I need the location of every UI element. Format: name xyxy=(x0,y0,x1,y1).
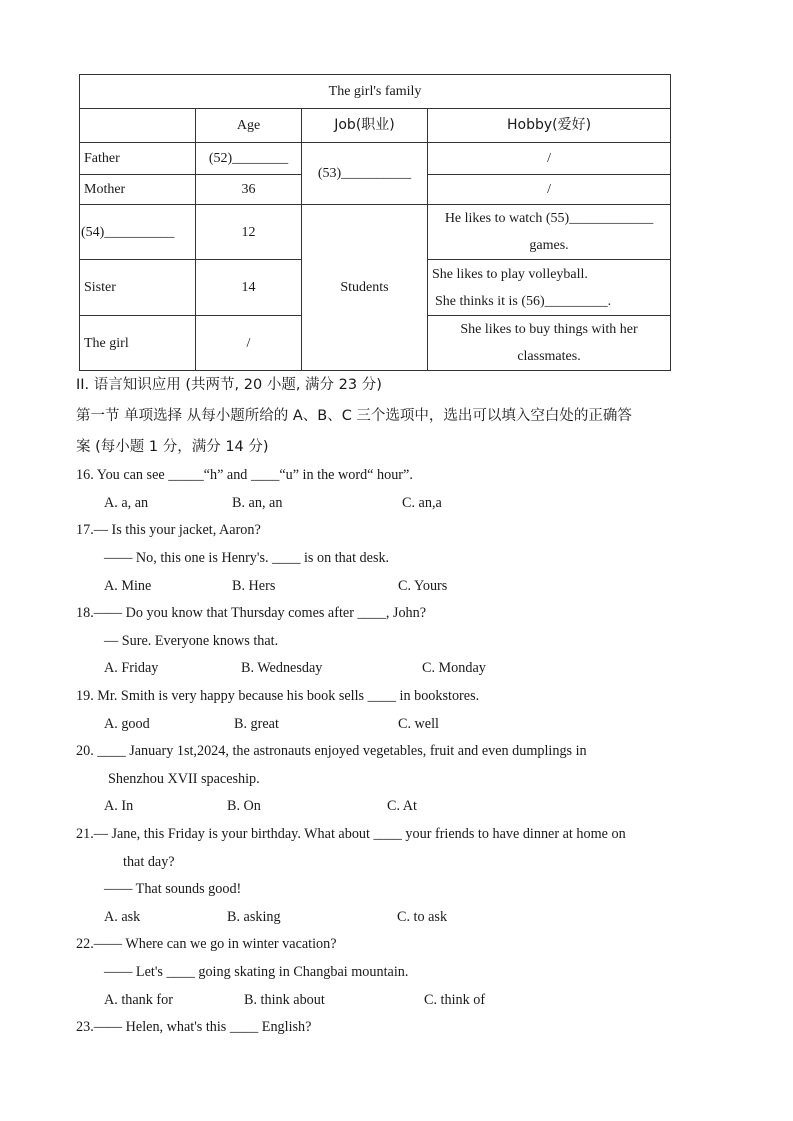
q22-option-b: B. think about xyxy=(244,992,325,1008)
hobby-sister-line1: She likes to play volleyball. xyxy=(432,266,588,282)
q19-option-c: C. well xyxy=(398,716,439,732)
question-22: 22.—— Where can we go in winter vacation? xyxy=(76,936,337,952)
question-21: 21.— Jane, this Friday is your birthday. What about ____ your friends to have dinner at home on xyxy=(76,826,626,842)
question-16: 16. You can see _____“h” and ____“u” in the word“ hour”. xyxy=(76,467,413,483)
question-21-reply: —— That sounds good! xyxy=(104,881,242,897)
family-table xyxy=(79,74,671,371)
q20-option-c: C. At xyxy=(387,798,417,814)
question-17: 17.— Is this your jacket, Aaron? xyxy=(76,522,261,538)
age-sister: 14 xyxy=(196,260,302,316)
q22-option-a: A. thank for xyxy=(104,992,173,1008)
q17-option-a: A. Mine xyxy=(104,578,152,594)
member-father: Father xyxy=(80,143,196,175)
q18-option-b: B. Wednesday xyxy=(241,660,323,676)
age-girl: / xyxy=(196,316,302,371)
q17-option-b: B. Hers xyxy=(232,578,276,594)
hobby-girl xyxy=(428,316,671,371)
question-19: 19. Mr. Smith is very happy because his book sells ____ in bookstores. xyxy=(76,688,480,704)
age-father-blank: (52)________ xyxy=(196,143,302,175)
q16-option-b: B. an, an xyxy=(232,495,283,511)
q21-option-c: C. to ask xyxy=(397,909,448,925)
q19-option-a: A. good xyxy=(104,716,150,732)
q18-option-a: A. Friday xyxy=(104,660,159,676)
member-mother: Mother xyxy=(80,175,196,205)
question-18-reply: — Sure. Everyone knows that. xyxy=(104,633,279,649)
hobby-father: / xyxy=(428,143,671,175)
q16-option-c: C. an,a xyxy=(402,495,442,511)
table-title: The girl's family xyxy=(80,75,671,109)
question-21-cont: that day? xyxy=(123,854,175,870)
q20-option-a: A. In xyxy=(104,798,134,814)
table-header-job: Job(职业) xyxy=(302,109,428,143)
q20-option-b: B. On xyxy=(227,798,261,814)
hobby-brother-line2: games. xyxy=(529,238,569,253)
hobby-girl-line1: She likes to buy things with her xyxy=(460,322,638,337)
job-children: Students xyxy=(302,205,428,371)
job-parents-blank: (53)__________ xyxy=(302,143,428,205)
table-header-empty xyxy=(80,109,196,143)
member-sister: Sister xyxy=(80,260,196,316)
q17-option-c: C. Yours xyxy=(398,578,448,594)
hobby-sister xyxy=(428,260,671,316)
question-20-cont: Shenzhou XVII spaceship. xyxy=(108,771,260,787)
question-18: 18.—— Do you know that Thursday comes after ____, John? xyxy=(76,605,427,621)
table-header-hobby: Hobby(爱好) xyxy=(428,109,671,143)
age-mother: 36 xyxy=(196,175,302,205)
q18-option-c: C. Monday xyxy=(422,660,486,676)
hobby-brother-line1: He likes to watch (55)____________ xyxy=(444,211,654,226)
q21-option-a: A. ask xyxy=(104,909,141,925)
q22-option-c: C. think of xyxy=(424,992,486,1008)
age-member-blank-row: 12 xyxy=(196,205,302,260)
hobby-mother: / xyxy=(428,175,671,205)
question-22-reply: —— Let's ____ going skating in Changbai mountain. xyxy=(104,964,409,980)
hobby-sister-line2: She thinks it is (56)_________. xyxy=(435,293,612,309)
q16-option-a: A. a, an xyxy=(104,495,149,511)
table-header-age: Age xyxy=(196,109,302,143)
question-23: 23.—— Helen, what's this ____ English? xyxy=(76,1019,312,1035)
q19-option-b: B. great xyxy=(234,716,279,732)
section-instruction-line2: 案 (每小题 1 分，满分 14 分) xyxy=(76,439,269,455)
member-girl: The girl xyxy=(80,316,196,371)
member-blank: (54)__________ xyxy=(80,205,196,260)
q21-option-b: B. asking xyxy=(227,909,281,925)
question-20: 20. ____ January 1st,2024, the astronauts enjoyed vegetables, fruit and even dumplings in xyxy=(76,743,587,759)
section-instruction-line1: 第一节 单项选择 从每小题所给的 A、B、C 三个选项中，选出可以填入空白处的正确答 xyxy=(76,408,632,424)
hobby-brother xyxy=(428,205,671,260)
question-17-reply: —— No, this one is Henry's. ____ is on that desk. xyxy=(104,550,390,566)
section-heading: II. 语言知识应用 (共两节, 20 小题, 满分 23 分) xyxy=(76,377,382,393)
hobby-girl-line2: classmates. xyxy=(517,349,581,364)
